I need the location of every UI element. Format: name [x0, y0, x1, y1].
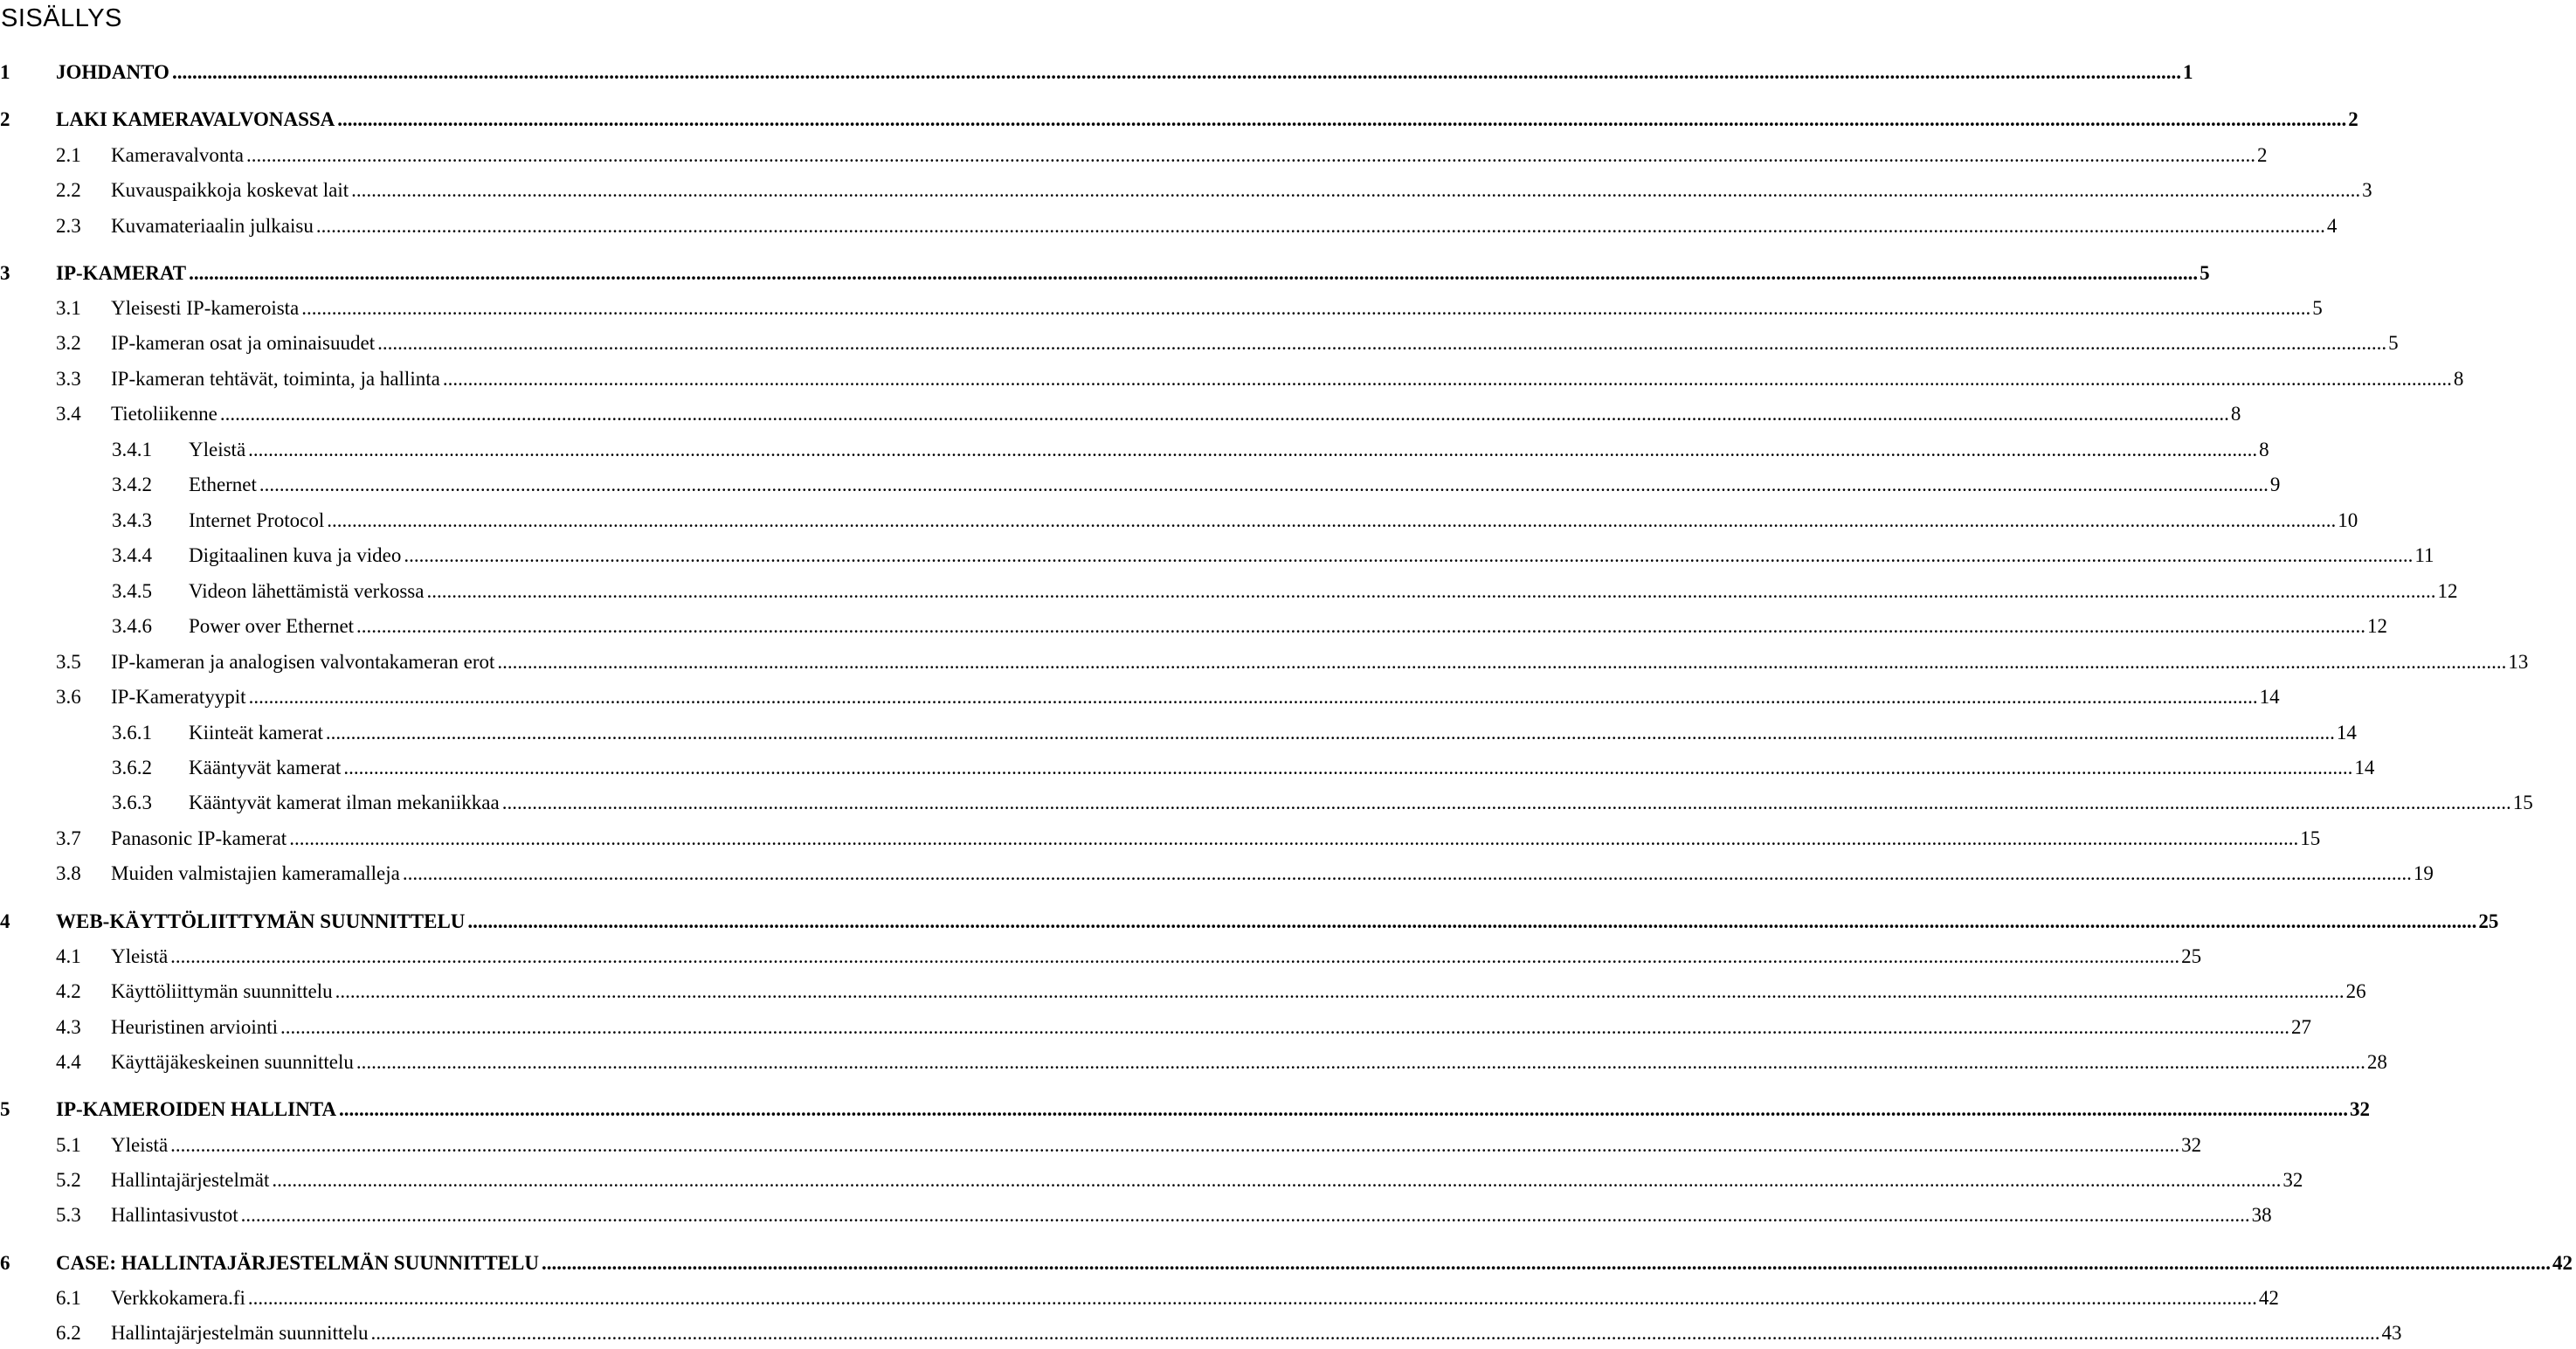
toc-entry[interactable]: [0, 328, 2399, 359]
toc-entry-page: 4: [2326, 215, 2338, 237]
toc-entry-title: Muiden valmistajien kameramalleja: [111, 862, 400, 884]
toc-entry-title: Digitaalinen kuva ja video: [189, 544, 402, 566]
dot-leader: ................................................................................................................................................................................................................................................................................................................................................................................................................: [240, 1204, 2250, 1226]
toc-entry-page: 25: [2181, 945, 2202, 967]
dot-leader: ................................................................................................................................................................................................................................................................................................................................................................................................................: [171, 61, 2181, 83]
dot-leader: ................................................................................................................................................................................................................................................................................................................................................................................................................: [280, 1016, 2289, 1038]
toc-entry-title: IP-KAMERAT: [56, 262, 187, 284]
toc-entry-number: 6: [0, 1252, 10, 1274]
toc-entry-page: 14: [2259, 686, 2280, 708]
toc-entry-title: Yleistä: [189, 439, 246, 460]
toc-entry-number: 2.1: [56, 144, 81, 166]
toc-entry-title: WEB-KÄYTTÖLIITTYMÄN SUUNNITTELU: [56, 910, 466, 932]
dot-leader: ................................................................................................................................................................................................................................................................................................................................................................................................................: [356, 615, 2366, 637]
dot-leader: ................................................................................................................................................................................................................................................................................................................................................................................................................: [337, 108, 2347, 130]
toc-entry-page: 13: [2508, 651, 2529, 673]
toc-entry[interactable]: [0, 1200, 2272, 1231]
toc-entry-title: Verkkokamera.fi: [111, 1287, 245, 1309]
toc-entry-number: 4.2: [56, 980, 81, 1002]
toc-entry-page: 43: [2381, 1322, 2402, 1344]
toc-entry[interactable]: [0, 363, 2464, 395]
toc-entry-page: 2: [2256, 144, 2268, 166]
toc-entry-title: Käyttöliittymän suunnittelu: [111, 980, 333, 1002]
toc-entry-number: 3.4.5: [112, 580, 152, 602]
toc-entry-number: 4: [0, 910, 10, 932]
toc-entry-title: Power over Ethernet: [189, 615, 355, 637]
dot-leader: ................................................................................................................................................................................................................................................................................................................................................................................................................: [325, 722, 2335, 744]
dot-leader: ................................................................................................................................................................................................................................................................................................................................................................................................................: [289, 827, 2299, 849]
dot-leader: ................................................................................................................................................................................................................................................................................................................................................................................................................: [272, 1169, 2282, 1191]
toc-entry-page: 38: [2251, 1204, 2272, 1226]
toc-entry-number: 1: [0, 61, 10, 83]
toc-entry[interactable]: [0, 140, 2268, 171]
toc-entry-title: Tietoliikenne: [111, 403, 218, 425]
toc-entry[interactable]: [0, 576, 2458, 607]
toc-entry-number: 5.1: [56, 1134, 81, 1156]
toc-entry[interactable]: [0, 540, 2434, 571]
toc-entry-title: Ethernet: [189, 474, 257, 495]
toc-entry-number: 4.4: [56, 1051, 81, 1073]
toc-entry-page: 14: [2354, 757, 2375, 778]
dot-leader: ................................................................................................................................................................................................................................................................................................................................................................................................................: [370, 1322, 2380, 1344]
toc-entry-number: 3.8: [56, 862, 81, 884]
toc-entry-page: 9: [2269, 474, 2281, 495]
dot-leader: ................................................................................................................................................................................................................................................................................................................................................................................................................: [327, 509, 2337, 531]
toc-entry-number: 2: [0, 108, 10, 130]
dot-leader: ................................................................................................................................................................................................................................................................................................................................................................................................................: [219, 403, 2229, 425]
toc-entry-page: 26: [2345, 980, 2366, 1002]
dot-leader: ................................................................................................................................................................................................................................................................................................................................................................................................................: [259, 474, 2269, 495]
toc-entry-number: 5.2: [56, 1169, 81, 1191]
toc-entry[interactable]: [0, 469, 2281, 501]
toc-entry[interactable]: [0, 1047, 2387, 1078]
toc-entry[interactable]: [0, 211, 2338, 242]
dot-leader: ................................................................................................................................................................................................................................................................................................................................................................................................................: [426, 580, 2436, 602]
toc-entry-title: IP-kameran ja analogisen valvontakameran erot: [111, 651, 495, 673]
toc-entry[interactable]: [0, 1283, 2279, 1314]
dot-leader: ................................................................................................................................................................................................................................................................................................................................................................................................................: [356, 1051, 2365, 1073]
page-title: SISÄLLYS: [1, 4, 122, 32]
dot-leader: ................................................................................................................................................................................................................................................................................................................................................................................................................: [442, 368, 2452, 390]
toc-entry[interactable]: [0, 1318, 2402, 1349]
toc-entry-page: 15: [2300, 827, 2321, 849]
toc-entry-page: 10: [2338, 509, 2358, 531]
toc-entry-title: Kameravalvonta: [111, 144, 244, 166]
toc-entry[interactable]: [0, 976, 2366, 1007]
toc-entry[interactable]: [0, 434, 2269, 466]
dot-leader: ................................................................................................................................................................................................................................................................................................................................................................................................................: [247, 1287, 2257, 1309]
toc-entry-page: 14: [2336, 722, 2357, 744]
toc-entry-title: Hallintajärjestelmät: [111, 1169, 270, 1191]
dot-leader: ................................................................................................................................................................................................................................................................................................................................................................................................................: [343, 757, 2353, 778]
toc-entry[interactable]: [0, 823, 2321, 854]
toc-entry-title: Kääntyvät kamerat: [189, 757, 342, 778]
toc-entry[interactable]: [0, 906, 2499, 937]
toc-entry-page: 32: [2282, 1169, 2303, 1191]
toc-entry-title: Panasonic IP-kamerat: [111, 827, 287, 849]
toc-entry-page: 5: [2312, 297, 2323, 319]
toc-entry[interactable]: [0, 1165, 2303, 1196]
toc-entry-page: 32: [2181, 1134, 2202, 1156]
toc-entry-number: 3.4.1: [112, 439, 152, 460]
toc-entry[interactable]: [0, 175, 2372, 206]
toc-entry-page: 8: [2230, 403, 2241, 425]
toc-entry[interactable]: [0, 717, 2357, 749]
dot-leader: ................................................................................................................................................................................................................................................................................................................................................................................................................: [170, 1134, 2180, 1156]
toc-entry-page: 5: [2200, 262, 2210, 284]
toc-entry-page: 8: [2453, 368, 2464, 390]
dot-leader: ................................................................................................................................................................................................................................................................................................................................................................................................................: [338, 1098, 2348, 1120]
toc-entry[interactable]: [0, 1094, 2370, 1125]
toc-entry[interactable]: [0, 258, 2210, 289]
toc-entry-number: 3.6: [56, 686, 81, 708]
dot-leader: ................................................................................................................................................................................................................................................................................................................................................................................................................: [404, 544, 2414, 566]
toc-entry-number: 3.4: [56, 403, 81, 425]
toc-entry-page: 3: [2362, 179, 2372, 201]
toc-entry-number: 3.7: [56, 827, 81, 849]
toc-entry-page: 32: [2349, 1098, 2370, 1120]
toc-entry[interactable]: [0, 1248, 2573, 1279]
toc-entry-number: 3.3: [56, 368, 81, 390]
toc-entry-title: Videon lähettämistä verkossa: [189, 580, 425, 602]
toc-entry-page: 12: [2437, 580, 2458, 602]
toc-entry-page: 25: [2478, 910, 2499, 932]
toc-entry-number: 3.6.2: [112, 757, 152, 778]
toc-entry-title: IP-Kameratyypit: [111, 686, 246, 708]
dot-leader: ................................................................................................................................................................................................................................................................................................................................................................................................................: [497, 651, 2507, 673]
toc-entry[interactable]: [0, 941, 2202, 972]
dot-leader: ................................................................................................................................................................................................................................................................................................................................................................................................................: [301, 297, 2311, 319]
toc-entry[interactable]: [0, 293, 2323, 324]
toc-entry-number: 3.4.2: [112, 474, 152, 495]
toc-entry-title: Käyttäjäkeskeinen suunnittelu: [111, 1051, 354, 1073]
toc-entry-page: 19: [2413, 862, 2434, 884]
toc-entry-title: CASE: HALLINTAJÄRJESTELMÄN SUUNNITTELU: [56, 1252, 539, 1274]
toc-entry-number: 3.5: [56, 651, 81, 673]
toc-entry-title: Kuvauspaikkoja koskevat lait: [111, 179, 349, 201]
toc-entry-page: 42: [2552, 1252, 2573, 1274]
toc-entry[interactable]: [0, 1130, 2202, 1161]
dot-leader: ................................................................................................................................................................................................................................................................................................................................................................................................................: [351, 179, 2361, 201]
toc-entry-title: Hallintajärjestelmän suunnittelu: [111, 1322, 369, 1344]
toc-entry-number: 3: [0, 262, 10, 284]
toc-entry-number: 5: [0, 1098, 10, 1120]
toc-entry[interactable]: [0, 787, 2533, 819]
toc-entry[interactable]: [0, 681, 2280, 713]
dot-leader: ................................................................................................................................................................................................................................................................................................................................................................................................................: [189, 262, 2199, 284]
toc-entry-title: Kiinteät kamerat: [189, 722, 323, 744]
toc-entry-title: LAKI KAMERAVALVONASSA: [56, 108, 335, 130]
toc-entry-number: 3.4.4: [112, 544, 152, 566]
toc-entry-number: 5.3: [56, 1204, 81, 1226]
toc-entry-page: 11: [2414, 544, 2434, 566]
toc-entry-number: 4.1: [56, 945, 81, 967]
toc-entry-number: 3.4.6: [112, 615, 152, 637]
toc-entry-page: 2: [2348, 108, 2358, 130]
dot-leader: ................................................................................................................................................................................................................................................................................................................................................................................................................: [248, 439, 2258, 460]
toc-entry-page: 27: [2291, 1016, 2311, 1038]
toc-entry-number: 3.1: [56, 297, 81, 319]
dot-leader: ................................................................................................................................................................................................................................................................................................................................................................................................................: [335, 980, 2345, 1002]
toc-entry[interactable]: [0, 57, 2193, 88]
toc-entry-number: 6.2: [56, 1322, 81, 1344]
toc-entry[interactable]: [0, 647, 2529, 678]
toc-entry-page: 28: [2366, 1051, 2387, 1073]
toc-entry-page: 5: [2388, 332, 2399, 354]
dot-leader: ................................................................................................................................................................................................................................................................................................................................................................................................................: [402, 862, 2412, 884]
toc-entry-title: JOHDANTO: [56, 61, 169, 83]
toc-entry[interactable]: [0, 505, 2358, 536]
toc-entry[interactable]: [0, 611, 2388, 642]
toc-entry-page: 42: [2258, 1287, 2279, 1309]
toc-entry[interactable]: [0, 104, 2358, 135]
toc-entry-title: Yleistä: [111, 945, 169, 967]
dot-leader: ................................................................................................................................................................................................................................................................................................................................................................................................................: [377, 332, 2387, 354]
toc-entry-page: 1: [2182, 61, 2193, 83]
toc-entry[interactable]: [0, 398, 2241, 430]
dot-leader: ................................................................................................................................................................................................................................................................................................................................................................................................................: [467, 910, 2477, 932]
toc-entry-number: 3.2: [56, 332, 81, 354]
toc-entry[interactable]: [0, 1012, 2311, 1043]
toc-entry-number: 6.1: [56, 1287, 81, 1309]
toc-entry-title: Hallintasivustot: [111, 1204, 238, 1226]
toc-entry-page: 15: [2512, 792, 2533, 813]
toc-entry-number: 3.6.1: [112, 722, 152, 744]
dot-leader: ................................................................................................................................................................................................................................................................................................................................................................................................................: [315, 215, 2325, 237]
toc-entry-title: IP-KAMEROIDEN HALLINTA: [56, 1098, 336, 1120]
toc-entry[interactable]: [0, 858, 2434, 889]
dot-leader: ................................................................................................................................................................................................................................................................................................................................................................................................................: [245, 144, 2255, 166]
toc-entry-title: IP-kameran tehtävät, toiminta, ja hallinta: [111, 368, 440, 390]
toc-entry-title: Kääntyvät kamerat ilman mekaniikkaa: [189, 792, 500, 813]
toc-entry-number: 3.4.3: [112, 509, 152, 531]
toc-entry-number: 2.2: [56, 179, 81, 201]
dot-leader: ................................................................................................................................................................................................................................................................................................................................................................................................................: [501, 792, 2511, 813]
toc-entry-title: Kuvamateriaalin julkaisu: [111, 215, 314, 237]
toc-entry-title: IP-kameran osat ja ominaisuudet: [111, 332, 376, 354]
toc-entry[interactable]: [0, 752, 2375, 784]
toc-entry-title: Heuristinen arviointi: [111, 1016, 278, 1038]
toc-entry-title: Yleistä: [111, 1134, 169, 1156]
dot-leader: ................................................................................................................................................................................................................................................................................................................................................................................................................: [170, 945, 2180, 967]
toc-entry-page: 12: [2367, 615, 2388, 637]
toc-entry-number: 4.3: [56, 1016, 81, 1038]
toc-entry-number: 2.3: [56, 215, 81, 237]
toc-entry-number: 3.6.3: [112, 792, 152, 813]
toc-entry-title: Internet Protocol: [189, 509, 325, 531]
dot-leader: ................................................................................................................................................................................................................................................................................................................................................................................................................: [541, 1252, 2551, 1274]
toc-entry-page: 8: [2259, 439, 2269, 460]
dot-leader: ................................................................................................................................................................................................................................................................................................................................................................................................................: [248, 686, 2258, 708]
toc-entry-title: Yleisesti IP-kameroista: [111, 297, 300, 319]
